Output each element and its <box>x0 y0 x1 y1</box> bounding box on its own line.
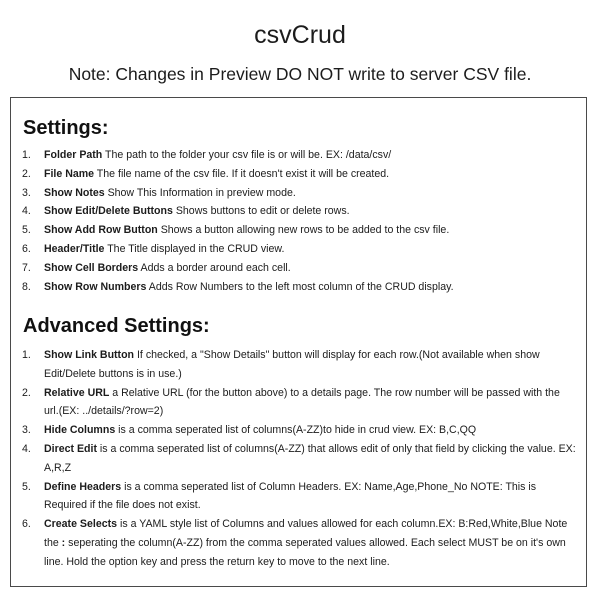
setting-term: Hide Columns <box>44 424 116 437</box>
preview-note: Note: Changes in Preview DO NOT write to server CSV file. <box>68 64 532 84</box>
list-number: 8. <box>22 280 31 293</box>
advanced-item-direct-edit <box>22 440 577 478</box>
settings-item-file-name <box>22 165 577 184</box>
advanced-item-define-headers <box>22 478 577 516</box>
list-number: 3. <box>22 186 31 199</box>
colon-separator: : <box>61 536 66 549</box>
setting-term: Show Link Button <box>44 349 135 361</box>
list-number: 5. <box>22 480 31 493</box>
notes-panel <box>10 97 587 587</box>
setting-description: a Relative URL (for the button above) to a details page. The row number will be passed with the url.(EX: ../details/?row=2) <box>44 386 560 418</box>
list-number: 6. <box>22 518 31 531</box>
settings-item-show-row-numbers <box>22 278 577 297</box>
setting-description: is a comma seperated list of columns(A-ZZ) that allows edit of only that field by clicking the value. EX: A,R,Z <box>44 442 576 474</box>
setting-term: Show Cell Borders <box>44 261 139 274</box>
setting-term: Header/Title <box>44 242 105 255</box>
list-number: 2. <box>22 167 31 180</box>
list-number: 4. <box>22 205 31 218</box>
list-number: 2. <box>22 386 31 399</box>
settings-item-folder-path <box>22 146 577 165</box>
setting-description: Adds Row Numbers to the left most column of the CRUD display. <box>146 280 454 293</box>
setting-term: Show Row Numbers <box>44 280 147 293</box>
setting-description: The Title displayed in the CRUD view. <box>104 242 285 255</box>
setting-description: is a comma seperated list of Column Headers. EX: Name,Age,Phone_No NOTE: This is Required if the file does not exist. <box>44 480 537 512</box>
settings-heading: Settings: <box>23 117 109 139</box>
setting-term: Show Edit/Delete Buttons <box>44 205 173 218</box>
advanced-item-relative-url <box>22 384 577 422</box>
setting-description: Shows a button allowing new rows to be added to the csv file. <box>157 224 450 237</box>
setting-description: Show This Information in preview mode. <box>104 186 296 199</box>
setting-term: Show Notes <box>44 186 105 199</box>
advanced-item-hide-columns <box>22 421 577 440</box>
advanced-settings-heading: Advanced Settings: <box>23 315 210 337</box>
list-number: 5. <box>22 224 31 237</box>
setting-description: is a YAML style list of Columns and values allowed for each column.EX: B:Red,White,Blue Note the <box>44 518 568 549</box>
setting-description: The file name of the csv file. If it doesn't exist it will be created. <box>94 167 390 180</box>
settings-item-show-add-row <box>22 221 577 240</box>
settings-item-header-title <box>22 240 577 259</box>
list-number: 7. <box>22 261 31 274</box>
list-number: 3. <box>22 424 31 437</box>
setting-description: is a comma seperated list of columns(A-ZZ)to hide in crud view. EX: B,C,QQ <box>115 424 477 437</box>
setting-description: Shows buttons to edit or delete rows. <box>172 205 350 218</box>
list-number: 1. <box>22 349 31 361</box>
setting-term: Direct Edit <box>44 442 97 455</box>
setting-term: Create Selects <box>44 518 118 531</box>
list-number: 4. <box>22 442 31 455</box>
setting-term: Relative URL <box>44 386 110 399</box>
setting-term: Define Headers <box>44 480 122 493</box>
app-title: csvCrud <box>254 21 346 49</box>
setting-term: File Name <box>44 167 95 180</box>
setting-term: Show Add Row Button <box>44 224 158 237</box>
settings-item-show-notes <box>22 184 577 203</box>
settings-item-show-edit-delete <box>22 202 577 221</box>
setting-description: If checked, a "Show Details" button will display for each row.(Not available when show Edit/Delete buttons is in use.) <box>44 349 540 380</box>
advanced-item-create-selects <box>22 515 577 571</box>
list-number: 1. <box>22 149 31 161</box>
advanced-item-show-link-button <box>22 346 577 384</box>
setting-description: The path to the folder your csv file is or will be. EX: /data/csv/ <box>102 149 392 161</box>
settings-list <box>22 146 577 296</box>
list-number: 6. <box>22 242 31 255</box>
setting-description: Adds a border around each cell. <box>138 261 291 274</box>
setting-term: Folder Path <box>44 149 103 161</box>
settings-item-show-cell-borders <box>22 259 577 278</box>
setting-description-continued: seperating the column(A-ZZ) from the comma seperated values allowed. Each select MUST be on it's own line. Hold the option key and press the return key to move to the next line. <box>44 536 566 568</box>
advanced-settings-list <box>22 346 577 572</box>
